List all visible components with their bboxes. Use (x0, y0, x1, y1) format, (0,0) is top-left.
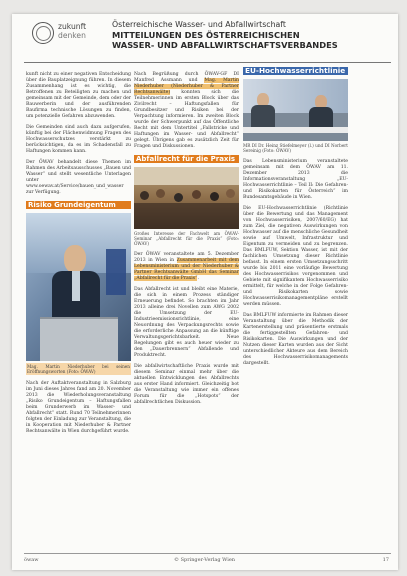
col2-p2-start: Der ÖWAV veranstaltete am 5. Dezember 2013 in Wien in (134, 252, 239, 263)
photo-speaker-niederhuber (26, 213, 131, 361)
header-subtitle: Österreichische Wasser- und Abfallwirtschaft (112, 20, 286, 29)
photo-stiefelmeyer-sereinig (243, 79, 348, 141)
section-heading-eu-hochwasser: EU-Hochwasserrichtlinie (243, 67, 348, 75)
header-title-line2: WASSER- UND ABFALLWIRTSCHAFTSVERBANDES (112, 40, 338, 50)
col2-p1-start: Nach Begrüßung durch ÖWAV-GF DI Manfred Assmann und (134, 72, 239, 83)
col2-paragraph-1 (134, 72, 239, 150)
section-heading-risiko: Risiko Grundeigentum (26, 201, 131, 209)
column-1 (26, 72, 131, 440)
photo-caption-niederhuber: Mag. Martin Niederhuber bei seinen Eröffnungsworten (Foto: ÖWAV) (27, 364, 130, 374)
photo-caption-stiefelmeyer: MR DI Dr. Heinz Stiefelmeyer (l.) und DI Norbert Sereinig (Foto: ÖWAV) (243, 143, 348, 153)
logo-top: zukunft (58, 22, 87, 31)
photo-caption-seminar: Großes Interesse der Fachwelt am ÖWAV-Seminar „Abfallrecht für die Praxis“ (Foto: ÖWAV) (134, 231, 239, 246)
col1-paragraph-4: Nach der Auftaktveranstaltung in Salzburg im Juni dieses Jahres fand am 20. November 2013 die Wiederholungsveranstaltung „Risiko Grundeigentum – Haftungsfallen beim Grunderwerb im Wasser- und Abfallrecht“ statt. Rund 70 Teilnehmerinnen folgten der Einladung zur Veranstaltung, die in Kooperation mit Niederhuber & Partner Rechtsanwälte in Wien durchgeführt wurde. (26, 381, 131, 434)
footer-publisher: © Springer-Verlag Wien (174, 557, 236, 563)
oewav-logo-icon (32, 22, 54, 44)
col1-paragraph-2: Die Gemeinden sind auch dazu aufgerufen, künftig bei der Flächenwidmung Fragen des Hochwasserschutzes verstärkt zu berücksichtigen, da es im Schadensfall zu Haftungen kommen kann. (26, 125, 131, 154)
col2-p1-end: konnten sich die Teilnehmerinnen im ersten Block über das Zivilrecht – Haftungsfallen für Grundbesitzer und Risiken bei der Verpachtung informieren. Im zweiten Block wurde der Schwerpunkt auf das Öffentliche Recht mit dem Untertitel „Fallstricke und Haftungen im Wasser- und Abfallrecht“ gelegt. Übrigens gab es zusätzlich Zeit für Fragen und Diskussionen. (134, 90, 239, 149)
logo-text (58, 22, 86, 40)
photo-seminar-audience (134, 167, 239, 229)
col2-p2-highlight: Zusammenarbeit mit dem Lebensministerium und der Niederhuber & Partner Rechtsanwälte GmbH das Seminar „Abfallrecht für die Praxis“ (134, 258, 239, 281)
footer-journal-name: öwaw (24, 557, 39, 563)
col2-p2-end: . (197, 276, 199, 281)
col2-paragraph-3: Das Abfallrecht ist und bleibt eine Materie, die sich in einem Prozess ständiger Erneuerung befindet. So brachten im Jahr 2013 alleine drei Novellen zum AWG 2002 die Umsetzung der EU-Industrieemissionsrichtlinie, eine Neuordnung des Verpackungsrechts sowie die erforderliche Anpassung an die künftige Verwaltungsgerichtsbarkeit. Neue Regelungen gibt es auch heuer wieder zu den „Dauerbrennern“ Abfallende und Produktrecht. (134, 287, 239, 358)
page-footer (24, 553, 391, 564)
column-2 (134, 72, 239, 411)
col2-p1-highlight: Mag. Martin Niederhuber (Niederhuber & Partner Rechtsanwälte) (134, 78, 239, 95)
header-rule (24, 62, 391, 63)
col3-paragraph-3: Das BMLFUW informierte im Rahmen dieser Veranstaltung über die Methodik der Kartenerstellung und präsentierte erstmals die fertiggestellten Gefahren- und Risikokarten. Die Auswirkungen und der Nutzen dieser Karten wurden aus der Sicht unterschiedlicher Akteure aus dem Bereich des Hochwasserrisikomanagements dargestellt. (243, 313, 348, 366)
col3-paragraph-2: Die EU-Hochwasserrichtlinie (Richtlinie über die Bewertung und das Management von Hochwasserrisiken, 2007/60/EG) hat zum Ziel, die negativen Auswirkungen von Hochwasser auf die menschliche Gesundheit sowie auf Umwelt, Infrastruktur und Eigentum zu vermeiden und zu begrenzen. Das BMLFUW, Sektion Wasser, ist mit der fachlichen Umsetzung dieser Richtlinie befasst. In einem ersten Umsetzungsschritt wurde bis 2011 eine vorläufige Bewertung des Hochwasserrisikos vorgenommen und Gebiete mit signifikantem Hochwasserrisiko ermittelt, für welche in der Folge Gefahren- und Risikokarten sowie Hochwasserrisikomanagementpläne erstellt werden müssen. (243, 206, 348, 307)
column-3 (243, 66, 348, 372)
col1-paragraph-1: kunft nicht zu einer negativen Entscheidung über die Bauplatzeignung führen. In diesem Zusammenhang ist es wichtig, die Betroffenen zu Beteiligten zu machen und gemeinsam mit der Gemeinde, dem oder der Bauwerberin und der ausführenden Baufirma technische Lösungen zu finden, um potenzielle Gefahren abzuwenden. (26, 72, 131, 119)
col2-paragraph-4: Die abfallwirtschaftliche Praxis wurde mit diesem Seminar einmal mehr über die aktuellen Entwicklungen des Abfallrechts aus erster Hand informiert. Gleichzeitig bot die Veranstaltung wie immer ein offenes Forum für die „Hotspots“ der abfallrechtlichen Diskussion. (134, 364, 239, 405)
col1-paragraph-3: Der ÖWAV behandelt diese Themen im Rahmen des Arbeitsausschusses „Bauen und Wasser“ und stellt wesentliche Unterlagen unter www.oewav.at/Service/bauen_und_wasser zur Verfügung. (26, 160, 131, 195)
col3-paragraph-1: Das Lebensministerium veranstaltete gemeinsam mit dem ÖWAV am 11. Dezember 2013 die Informationsveranstaltung „EU-Hochwasserrichtlinie – Teil II: Die Gefahren- und Risikokarten für Österreich“ im Bundesamtsgebäude in Wien. (243, 159, 348, 200)
header-title-line1: MITTEILUNGEN DES ÖSTERREICHISCHEN (112, 30, 300, 40)
footer-page-number: 17 (382, 557, 389, 563)
section-heading-abfallrecht: Abfallrecht für die Praxis (134, 155, 239, 163)
logo-bottom: denken (58, 31, 86, 40)
col2-paragraph-2 (134, 252, 239, 282)
